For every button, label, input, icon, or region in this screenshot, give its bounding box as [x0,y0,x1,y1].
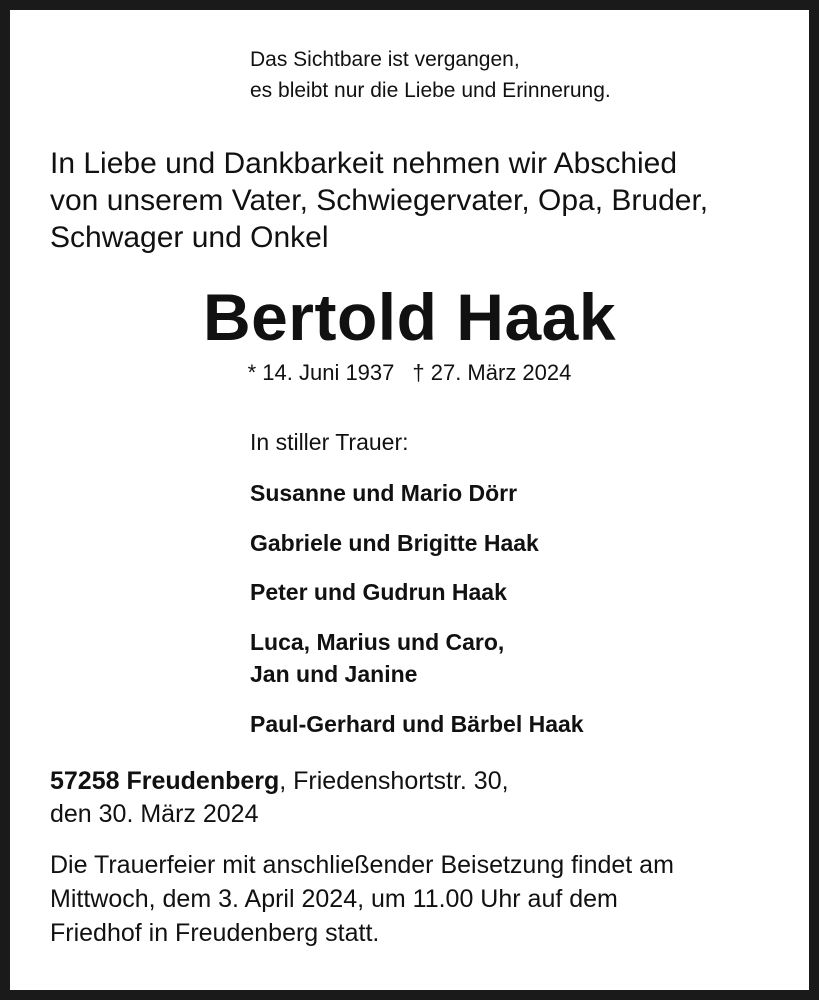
mourning-label: In stiller Trauer: [250,429,409,455]
notice-date: den 30. März 2024 [50,800,259,828]
life-dates [0,358,819,388]
quote-line-1: Das Sichtbare ist vergangen, [250,48,520,71]
opening-quote [250,44,611,106]
address-street: , Friedenshortstr. 30, [279,767,509,795]
mourner-name: Gabriele und Brigitte Haak [250,530,539,556]
birth-date: * 14. Juni 1937 [247,360,395,385]
funeral-info [50,848,674,950]
intro-line-2: von unserem Vater, Schwiegervater, Opa, Bruder, [50,184,709,217]
mourner-name: Peter und Gudrun Haak [250,579,507,605]
mourner-name: Paul-Gerhard und Bärbel Haak [250,711,584,737]
funeral-line-3: Friedhof in Freudenberg statt. [50,919,380,947]
mourner-name: Jan und Janine [250,661,418,687]
deceased-name: Bertold Haak [202,280,617,354]
mourner-name: Luca, Marius und Caro, [250,629,505,655]
funeral-line-2: Mittwoch, dem 3. April 2024, um 11.00 Uhr auf dem [50,885,618,913]
address-city: 57258 Freudenberg [50,767,280,795]
intro-line-1: In Liebe und Dankbarkeit nehmen wir Abschied [50,147,678,180]
mourner-name: Susanne und Mario Dörr [250,480,518,506]
intro-text [50,145,708,256]
funeral-line-1: Die Trauerfeier mit anschließender Beisetzung findet am [50,851,674,879]
death-date: † 27. März 2024 [412,360,572,385]
address-line [50,765,509,798]
intro-line-3: Schwager und Onkel [50,221,329,254]
quote-line-2: es bleibt nur die Liebe und Erinnerung. [250,79,611,102]
